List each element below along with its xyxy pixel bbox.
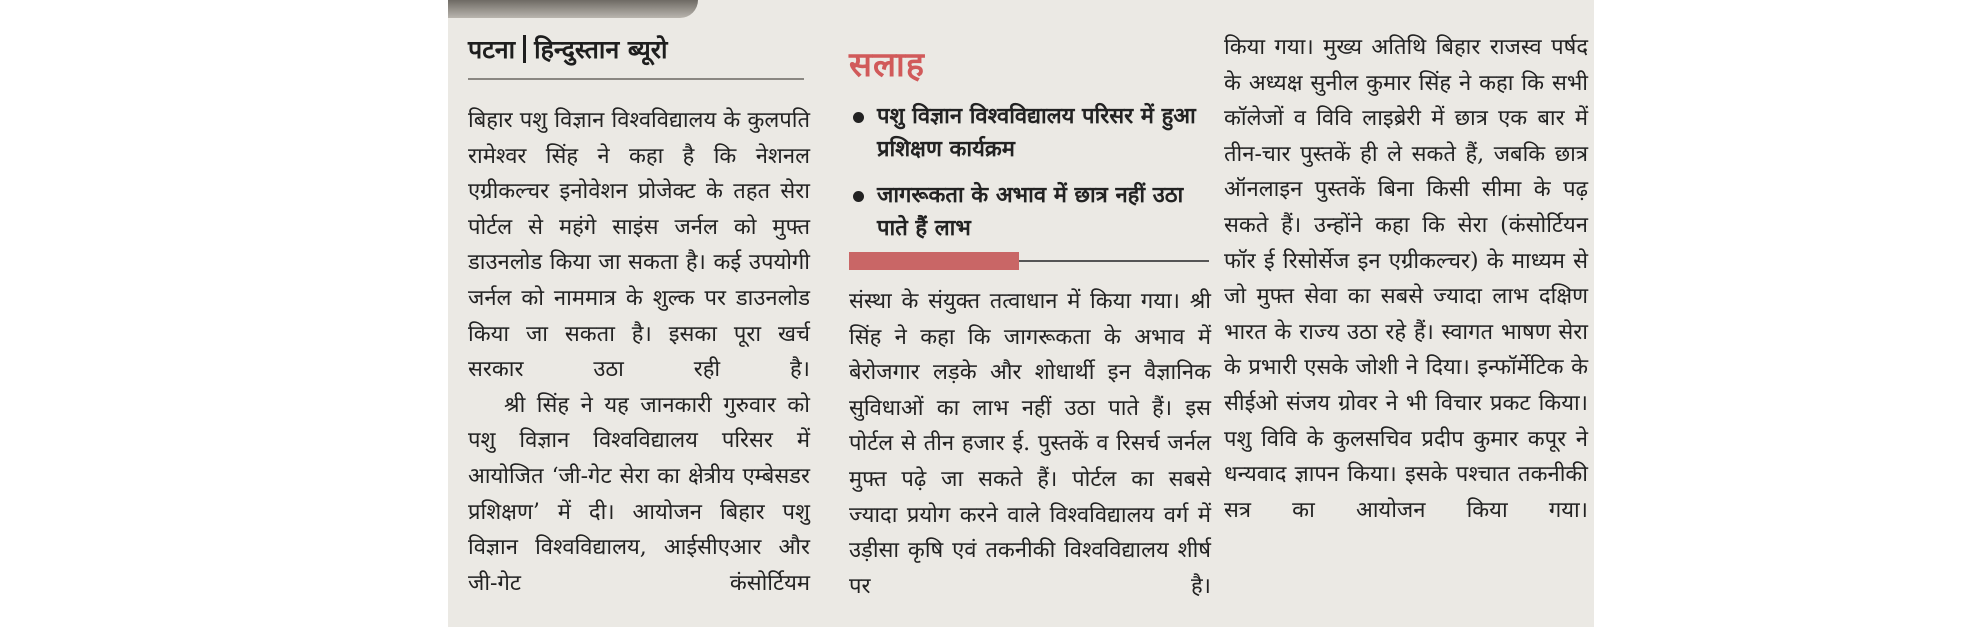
article-paragraph: संस्था के संयुक्त तत्वाधान में किया गया। श्री सिंह ने कहा कि जागरूकता के अभाव में बेरोजगार लड़के और शोधार्थी इन वैज्ञानिक सुविधाओं का लाभ नहीं उठा पाते हैं। इस पोर्टल से तीन हजार ई. पुस्तकें व रिसर्च जर्नल मुफ्त पढ़े जा सकते हैं। पोर्टल का सबसे ज्यादा प्रयोग करने वाले विश्वविद्यालय वर्ग में उड़ीसा कृषि एवं तकनीकी विश्वविद्यालय शीर्ष पर है। [849,289,1211,599]
highlight-point: पशु विज्ञान विश्वविद्यालय परिसर में हुआ प्रशिक्षण कार्यक्रम [849,100,1219,166]
article-paragraph: किया गया। मुख्य अतिथि बिहार राजस्व पर्षद के अध्यक्ष सुनील कुमार सिंह ने कहा कि सभी कॉलेजों व विवि लाइब्रेरी में छात्र एक बार में तीन-चार पुस्तकें ही ले सकते हैं, जबकि छात्र ऑनलाइन पुस्तकें बिना किसी सीमा के पढ़ सकते हैं। उन्होंने कहा कि सेरा (कंसोर्टियन फॉर ई रिसोर्सेज इन एग्रीकल्चर) के माध्यम से जो मुफ्त सेवा का सबसे ज्यादा लाभ दक्षिण भारत के राज्य उठा रहे हैं। स्वागत भाषण सेरा के प्रभारी एसके जोशी ने दिया। इन्फॉर्मेटिक के सीईओ संजय ग्रोवर ने भी विचार प्रकट किया। पशु विवि के कुलसचिव प्रदीप कुमार कपूर ने धन्यवाद ज्ञापन किया। इसके पश्चात तकनीकी सत्र का आयोजन किया गया। [1224,35,1588,523]
highlight-points [849,100,1219,258]
byline-divider [523,35,526,63]
article-column-1 [468,103,810,601]
bullet-icon [853,191,864,202]
article-paragraph: बिहार पशु विज्ञान विश्वविद्यालय के कुलपति रामेश्वर सिंह ने कहा है कि नेशनल एग्रीकल्चर इनोवेशन प्रोजेक्ट के तहत सेरा पोर्टल से महंगे साइंस जर्नल को मुफ्त डाउनलोड किया जा सकता है। कई उपयोगी जर्नल को नाममात्र के शुल्क पर डाउनलोड किया जा सकता है। इसका पूरा खर्च सरकार उठा रही है। [468,108,810,383]
highlight-divider [1019,260,1209,262]
article-column-2 [849,284,1211,604]
byline-bureau: हिन्दुस्तान ब्यूरो [534,35,668,64]
byline-rule [468,78,804,80]
byline-place: पटना [468,35,516,64]
bullet-icon [853,112,864,123]
highlight-point: जागरूकता के अभाव में छात्र नहीं उठा पाते हैं लाभ [849,179,1219,245]
headline-fragment [448,0,698,18]
highlight-heading: सलाह [849,45,925,85]
article-column-3 [1224,30,1588,528]
byline [468,32,668,66]
highlight-accent-bar [849,252,1019,270]
article-paragraph: श्री सिंह ने यह जानकारी गुरुवार को पशु विज्ञान विश्वविद्यालय परिसर में आयोजित ‘जी-गेट सेरा का क्षेत्रीय एम्बेसडर प्रशिक्षण’ में दी। आयोजन बिहार पशु विज्ञान विश्वविद्यालय, आईसीएआर और जी-गेट कंसोर्टियम [468,392,810,596]
newspaper-clipping [448,0,1594,627]
